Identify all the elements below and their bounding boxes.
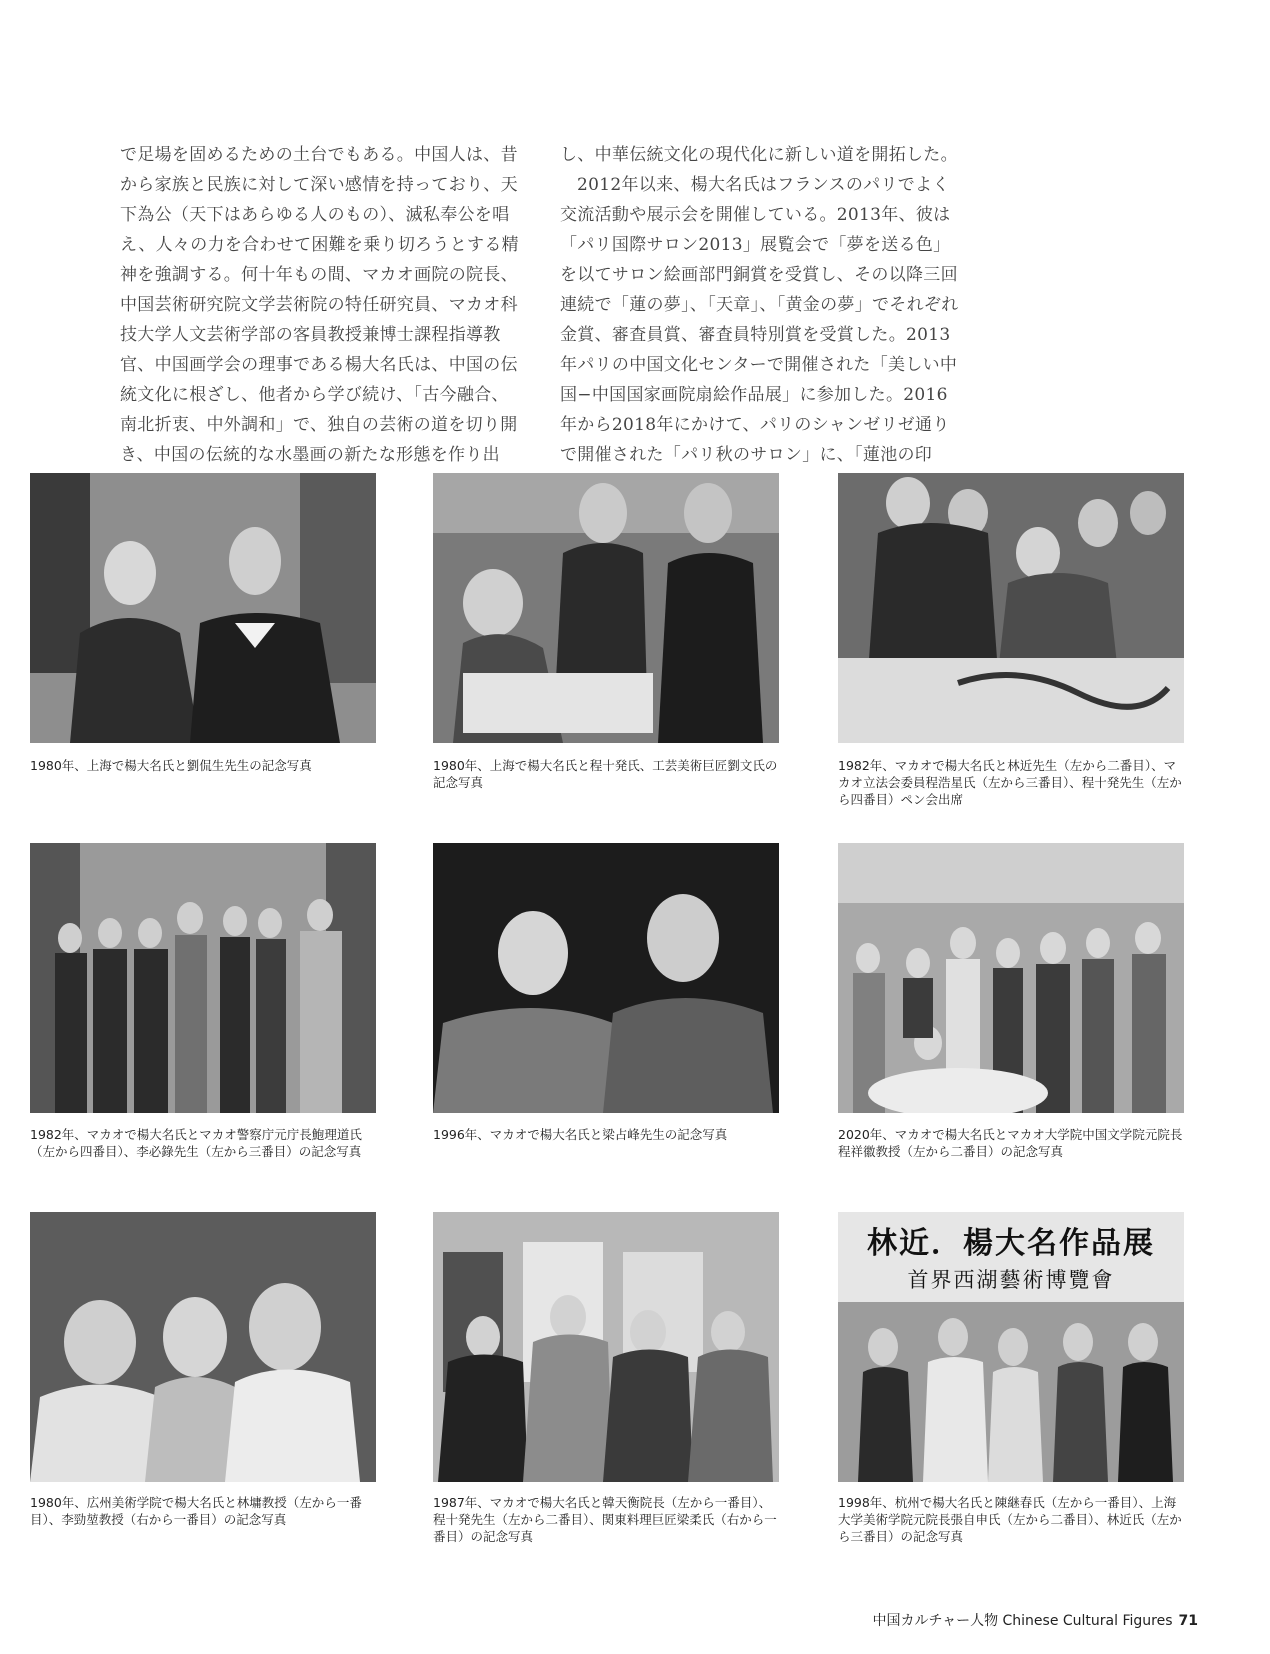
body-paragraph: し、中華伝統文化の現代化に新しい道を開拓した。: [560, 145, 958, 165]
photo-caption: 2020年、マカオで楊大名氏とマカオ大学院中国文学院元院長程祥徽教授（左から二番目）の記念写真: [838, 1127, 1183, 1159]
photo-caption: 1987年、マカオで楊大名氏と韓天衡院長（左から一番目）、程十発先生（左から二番目）、関東料理巨匠梁柔氏（右から一番目）の記念写真: [433, 1495, 777, 1544]
photo-2020-macau-group: [838, 843, 1184, 1113]
photo-1980-shanghai-painting: [433, 473, 779, 743]
body-text-left-column: [120, 140, 520, 470]
photo-1980-guangzhou-three-men: [30, 1212, 376, 1482]
photo-caption: 1982年、マカオで楊大名氏と林近先生（左から二番目）、マカオ立法会委員程浩星氏（左から三番目）、程十発先生（左から四番目）ペン会出席: [838, 758, 1182, 807]
photo-caption: 1982年、マカオで楊大名氏とマカオ警察庁元庁長鮑理道氏（左から四番目）、李必錄先生（左から三番目）の記念写真: [30, 1127, 362, 1159]
photo-1998-hangzhou-exhibition: [838, 1212, 1184, 1482]
photo-caption: 1980年、上海で楊大名氏と劉侃生先生の記念写真: [30, 758, 312, 773]
body-paragraph: で足場を固めるための土台でもある。中国人は、昔から家族と民族に対して深い感情を持っており、天下為公（天下はあらゆる人のもの）、滅私奉公を唱え、人々の力を合わせて困難を乗り切ろうとする精神を強調する。何十年もの間、マカオ画院の院長、中国芸術研究院文学芸術院の特任研究員、マカオ科技大学人文芸術学部の客員教授兼博士課程指導教官、中国画学会の理事である楊大名氏は、中国の伝統文化に根ざし、他者から学び続け、「古今融合、南北折衷、中外調和」で、独自の芸術の道を切り開き、中国の伝統的な水墨画の新たな形態を作り出: [120, 145, 519, 465]
exhibition-banner-subtitle: 首界西湖藝術博覽會: [907, 1268, 1115, 1292]
body-text-right-column: [560, 140, 960, 500]
photo-caption: 1998年、杭州で楊大名氏と陳継春氏（左から一番目）、上海大学美術学院元院長張自申氏（左から二番目）、林近氏（左から三番目）の記念写真: [838, 1495, 1182, 1544]
photo-1980-shanghai-two-men: [30, 473, 376, 743]
body-paragraph: 2012年以来、楊大名氏はフランスのパリでよく交流活動や展示会を開催している。2013年、彼は「パリ国際サロン2013」展覧会で「夢を送る色」を以てサロン絵画部門銅賞を受賞し、その以降三回連続で「蓮の夢」、「天章」、「黄金の夢」でそれぞれ金賞、審査員賞、審査員特別賞を受賞した。2013年パリの中国文化センターで開催された「美しい中国−中国国家画院扇絵作品展」に参加した。2016年から2018年にかけて、パリのシャンゼリゼ通りで開催された「パリ秋のサロン」に、「蓮池の印: [560, 175, 959, 465]
photo-1987-macau-four-men: [433, 1212, 779, 1482]
page-footer: [872, 1610, 1198, 1630]
photo-caption: 1980年、広州美術学院で楊大名氏と林墉教授（左から一番目）、李勁堃教授（右から一番目）の記念写真: [30, 1495, 362, 1527]
photo-1982-macau-pen-club: [838, 473, 1184, 743]
photo-1982-macau-police-group: [30, 843, 376, 1113]
photo-1996-macau-two-men: [433, 843, 779, 1113]
exhibition-banner-title: 林近．楊大名作品展: [867, 1226, 1155, 1261]
footer-label: 中国カルチャー人物 Chinese Cultural Figures: [872, 1613, 1173, 1629]
photo-caption: 1996年、マカオで楊大名氏と梁占峰先生の記念写真: [433, 1127, 728, 1142]
photo-caption: 1980年、上海で楊大名氏と程十発氏、工芸美術巨匠劉文氏の記念写真: [433, 758, 778, 790]
page-number: 71: [1178, 1613, 1198, 1629]
